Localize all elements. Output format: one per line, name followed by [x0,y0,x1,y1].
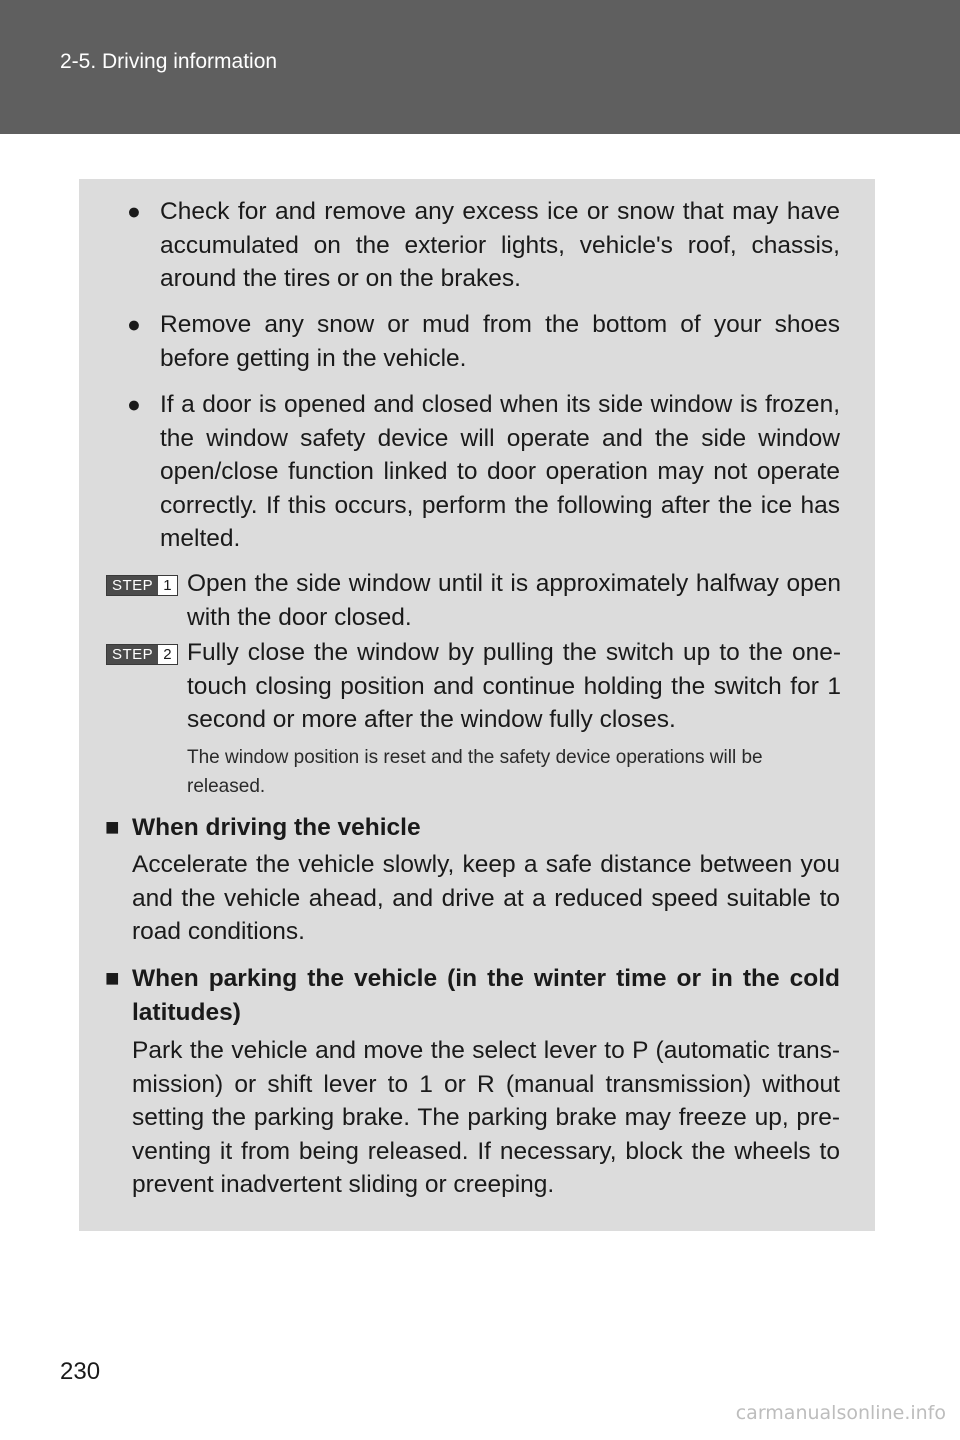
info-panel [79,179,875,1231]
bullet-item [127,388,840,556]
section-heading [105,811,840,845]
bullet-text: Remove any snow or mud from the bottom of your shoes before getting in the vehicle. [160,311,840,372]
page-header [0,0,960,134]
section-body: Park the vehicle and move the select lever to P (automatic trans-mission) or shift lever to 1 or R (manual transmission) without setting the parking brake. The parking brake may freeze up, pre-venting it from being released. If necessary, block the wheels to prevent inadvertent sliding or creeping. [132,1037,840,1198]
watermark: carmanualsonline.info [735,1402,946,1424]
section-body: Accelerate the vehicle slowly, keep a safe distance between you and the vehicle ahead, and drive at a reduced speed suitable to road conditions. [132,851,840,945]
step-text: Open the side window until it is approximately halfway open with the door closed. [187,570,841,631]
step-badge [106,575,178,596]
bullet-item [127,195,840,296]
step-badge-label: STEP [107,576,158,595]
section-heading [105,962,840,1029]
bullet-dot-icon: ● [127,391,141,417]
bullet-text: Check for and remove any excess ice or snow that may have accumulated on the exterior lights, vehicle's roof, chassis, around the tires or on the brakes. [160,198,840,292]
square-bullet-icon: ■ [105,814,120,841]
bullet-dot-icon: ● [127,311,141,337]
bullet-item [127,308,840,375]
square-bullet-icon: ■ [105,965,120,992]
section-heading-text: When parking the vehicle (in the winter time or in the cold latitudes) [132,965,840,1026]
section-title: 2-5. Driving information [60,50,278,73]
step-note: The window position is reset and the safety device operations will be released. [187,747,763,797]
page-number: 230 [60,1358,101,1385]
step-badge [106,644,178,665]
bullet-text: If a door is opened and closed when its side window is frozen, the window safety device will operate and the side window open/close function linked to door operation may not operate correctly. If this occurs, perform the following after the ice has melted. [160,391,840,552]
bullet-dot-icon: ● [127,198,141,224]
step-badge-label: STEP [107,645,158,664]
step-badge-number: 1 [158,576,176,595]
step-item [106,636,841,736]
step-text: Fully close the window by pulling the switch up to the one-touch closing position and continue holding the switch for 1 second or more after the window fully closes. [187,639,841,733]
step-badge-number: 2 [158,645,176,664]
section-heading-text: When driving the vehicle [132,814,421,841]
